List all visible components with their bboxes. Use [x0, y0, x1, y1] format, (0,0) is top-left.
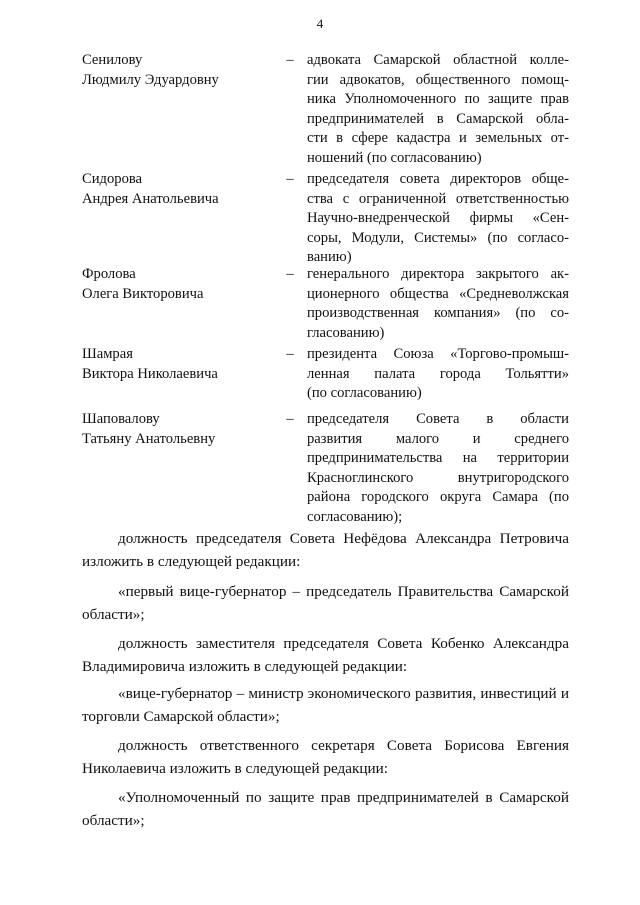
member-given-names: Людмилу Эдуардовну [82, 71, 219, 88]
paragraph-line: «первый вице-губернатор – председатель Правительства Самарской [118, 583, 569, 600]
position-line: соры, Модули, Системы» (по согласо- [307, 229, 569, 246]
member-surname: Сидорова [82, 171, 143, 187]
position-line: президента Союза «Торгово-промыш- [307, 346, 569, 362]
position-line: гласованию) [307, 324, 385, 341]
dash-separator: – [286, 411, 294, 427]
member-name [82, 170, 272, 209]
member-position [307, 265, 569, 343]
member-surname: Сенилову [82, 52, 143, 68]
position-line: адвоката Самарской областной колле- [307, 52, 569, 68]
member-given-names: Татьяну Анатольевну [82, 430, 216, 447]
position-line: ционерного общества «Средневолжская [307, 285, 569, 302]
member-name [82, 410, 272, 449]
dash-separator: – [286, 171, 294, 187]
paragraph-line: области»; [82, 812, 145, 829]
amendment-paragraph [82, 527, 569, 573]
position-line: (по согласованию) [307, 385, 422, 401]
dash-separator: – [286, 52, 294, 68]
paragraph-line: должность председателя Совета Нефёдова Александра Петровича [118, 530, 569, 547]
position-line: сти в сфере кадастра и земельных от- [307, 130, 569, 146]
position-line: района городского округа Самара (по [307, 489, 569, 505]
position-line: гии адвокатов, общественного помощ- [307, 71, 569, 88]
position-line: ства с ограниченной ответственностью [307, 190, 569, 207]
member-position [307, 170, 569, 268]
position-line: развития малого и среднего [307, 430, 569, 447]
member-name [82, 51, 272, 90]
member-surname: Шамрая [82, 346, 133, 362]
paragraph-line: Владимировича изложить в следующей редакции: [82, 658, 408, 675]
paragraph-line: «вице-губернатор – министр экономического развития, инвестиций и [118, 685, 569, 702]
position-line: ленная палата города Тольятти» [307, 365, 569, 382]
amendment-paragraph [82, 580, 569, 626]
dash-separator: – [286, 266, 294, 282]
amendment-paragraph [82, 786, 569, 832]
paragraph-line: торговли Самарской области»; [82, 708, 280, 725]
position-line: производственная компания» (по со- [307, 305, 569, 321]
amendment-paragraph [82, 682, 569, 728]
position-line: ванию) [307, 249, 352, 265]
member-surname: Фролова [82, 266, 136, 282]
paragraph-line: Николаевича изложить в следующей редакции: [82, 760, 388, 777]
position-line: предпринимательства на территории [307, 450, 569, 466]
position-line: генерального директора закрытого ак- [307, 266, 569, 282]
amendment-paragraph [82, 734, 569, 780]
member-given-names: Виктора Николаевича [82, 365, 218, 382]
dash-separator: – [286, 346, 294, 362]
paragraph-line: должность заместителя председателя Совета Кобенко Александра [118, 635, 569, 652]
paragraph-line: должность ответственного секретаря Совета Борисова Евгения [118, 737, 569, 754]
position-line: ника Уполномоченного по защите прав [307, 91, 569, 107]
position-line: Красноглинского внутригородского [307, 469, 569, 486]
position-line: предпринимателей в Самарской обла- [307, 110, 569, 127]
member-surname: Шаповалову [82, 411, 160, 427]
member-name [82, 345, 272, 384]
amendment-paragraph [82, 632, 569, 678]
paragraph-line: «Уполномоченный по защите прав предпринимателей в Самарской [118, 789, 569, 806]
position-line: согласованию); [307, 508, 403, 525]
position-line: председателя совета директоров обще- [307, 171, 569, 187]
member-position [307, 410, 569, 527]
page-number: 4 [316, 16, 324, 31]
member-name [82, 265, 272, 304]
position-line: председателя Совета в области [307, 411, 569, 427]
member-position [307, 51, 569, 168]
paragraph-line: изложить в следующей редакции: [82, 553, 301, 570]
paragraph-line: области»; [82, 606, 145, 623]
position-line: Научно-внедренческой фирмы «Сен- [307, 210, 569, 226]
member-position [307, 345, 569, 404]
member-given-names: Андрея Анатольевича [82, 190, 219, 207]
member-given-names: Олега Викторовича [82, 285, 204, 302]
position-line: ношений (по согласованию) [307, 149, 482, 166]
